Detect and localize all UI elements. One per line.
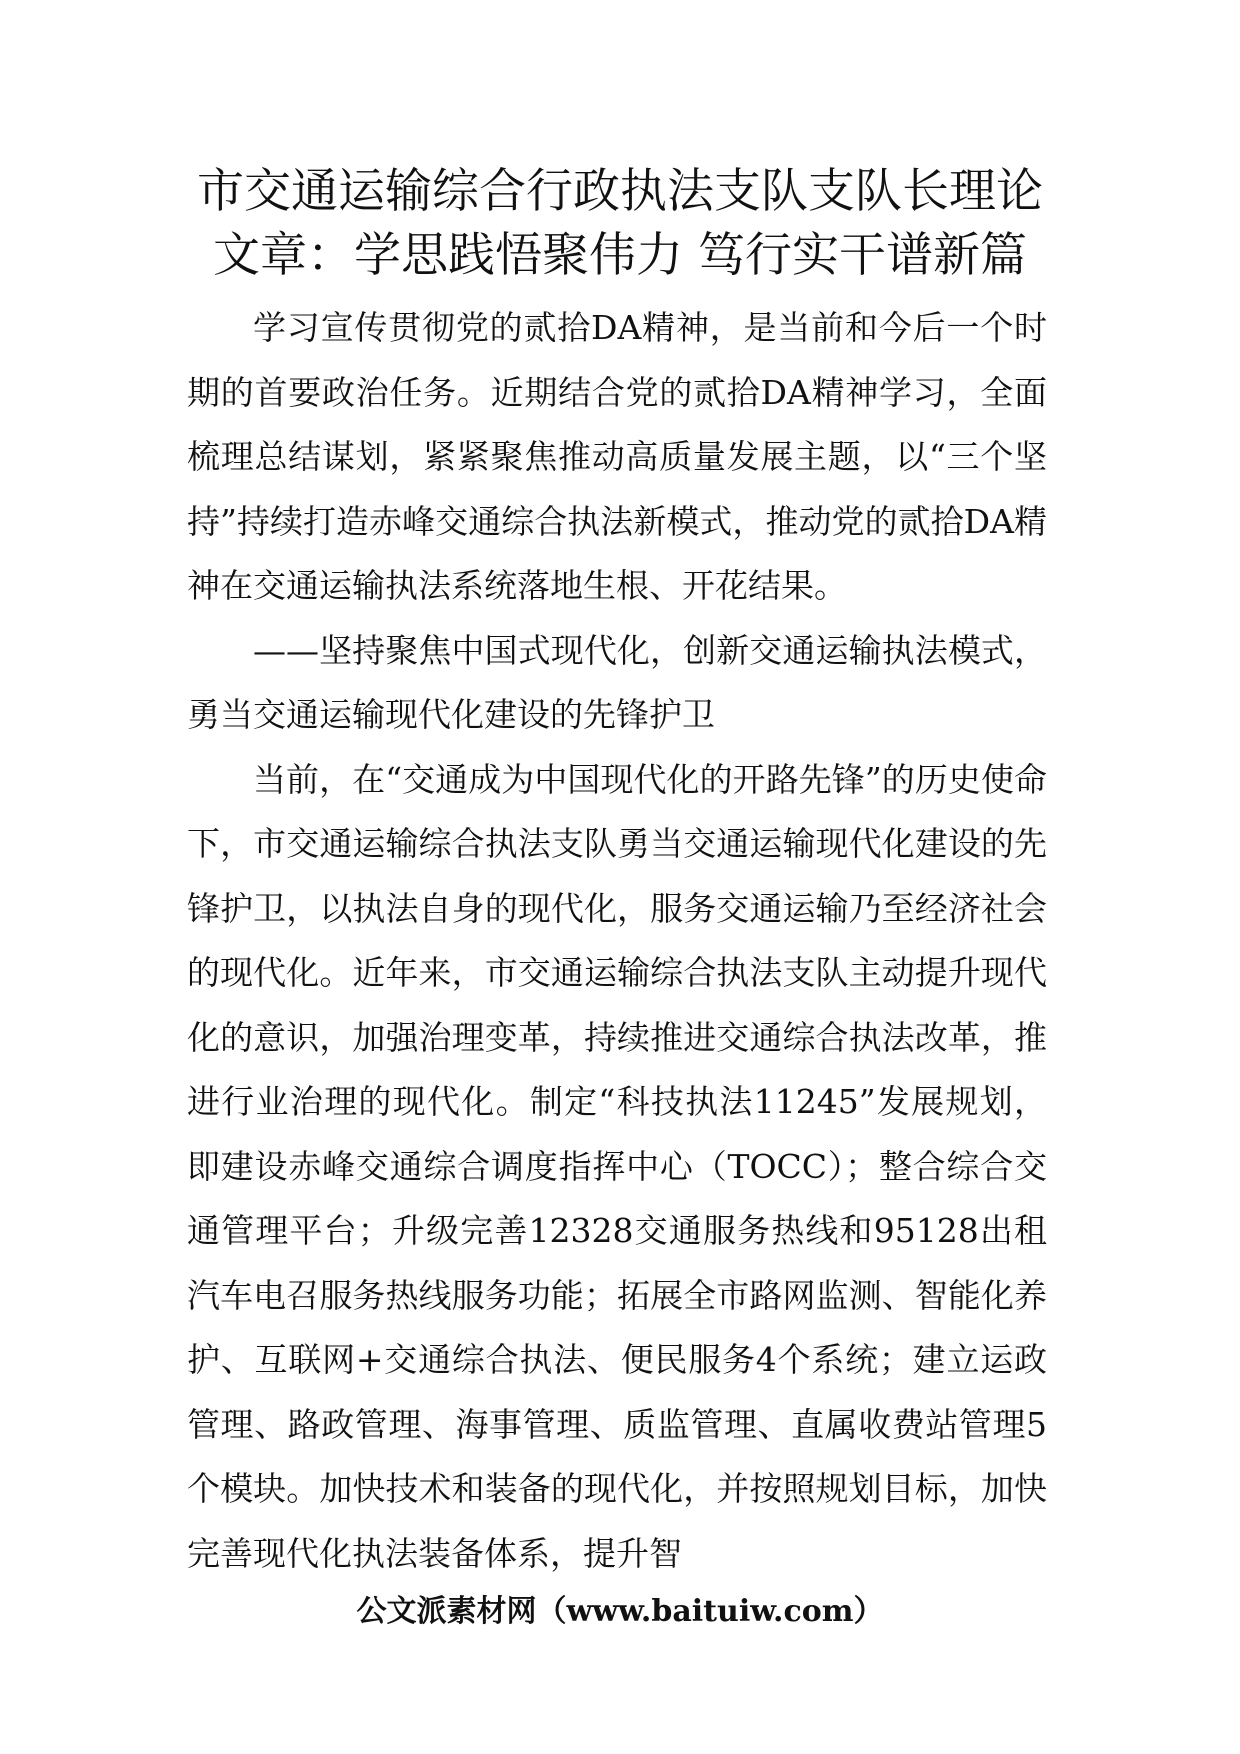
paragraph-intro: 学习宣传贯彻党的贰拾DA精神，是当前和今后一个时期的首要政治任务。近期结合党的贰拾DA精神学习，全面梳理总结谋划，紧紧聚焦推动高质量发展主题，以“三个坚持”持续打造赤峰交通综合执法新模式，推动党的贰拾DA精神在交通运输执法系统落地生根、开花结果。 bbox=[187, 308, 1047, 605]
title-line-1: 市交通运输综合行政执法支队支队长理论 bbox=[197, 164, 1043, 219]
footer-watermark: 公文派素材网（www.baituiw.com） bbox=[356, 1594, 884, 1629]
paragraph-modernization: 当前，在“交通成为中国现代化的开路先锋”的历史使命下，市交通运输综合执法支队勇当交通运输现代化建设的先锋护卫，以执法自身的现代化，服务交通运输乃至经济社会的现代化。近年来，市交通运输综合执法支队主动提升现代化的意识，加强治理变革，持续推进交通综合执法改革，推进行业治理的现代化。制定“科技执法11245”发展规划，即建设赤峰交通综合调度指挥中心（TOCC）；整合综合交通管理平台；升级完善12328交通服务热线和95128出租汽车电召服务热线服务功能；拓展全市路网监测、智能化养护、互联网+交通综合执法、便民服务4个系统；建立运政管理、路政管理、海事管理、质监管理、直属收费站管理5个模块。加快技术和装备的现代化，并按照规划目标，加快完善现代化执法装备体系，提升智 bbox=[187, 759, 1047, 1573]
title-line-2: 文章：学思践悟聚伟力 笃行实干谱新篇 bbox=[213, 228, 1027, 283]
document-body bbox=[187, 296, 1047, 1586]
paragraph-section-heading: ——坚持聚焦中国式现代化，创新交通运输执法模式，勇当交通运输现代化建设的先锋护卫 bbox=[187, 630, 1047, 734]
document-title bbox=[160, 160, 1080, 288]
